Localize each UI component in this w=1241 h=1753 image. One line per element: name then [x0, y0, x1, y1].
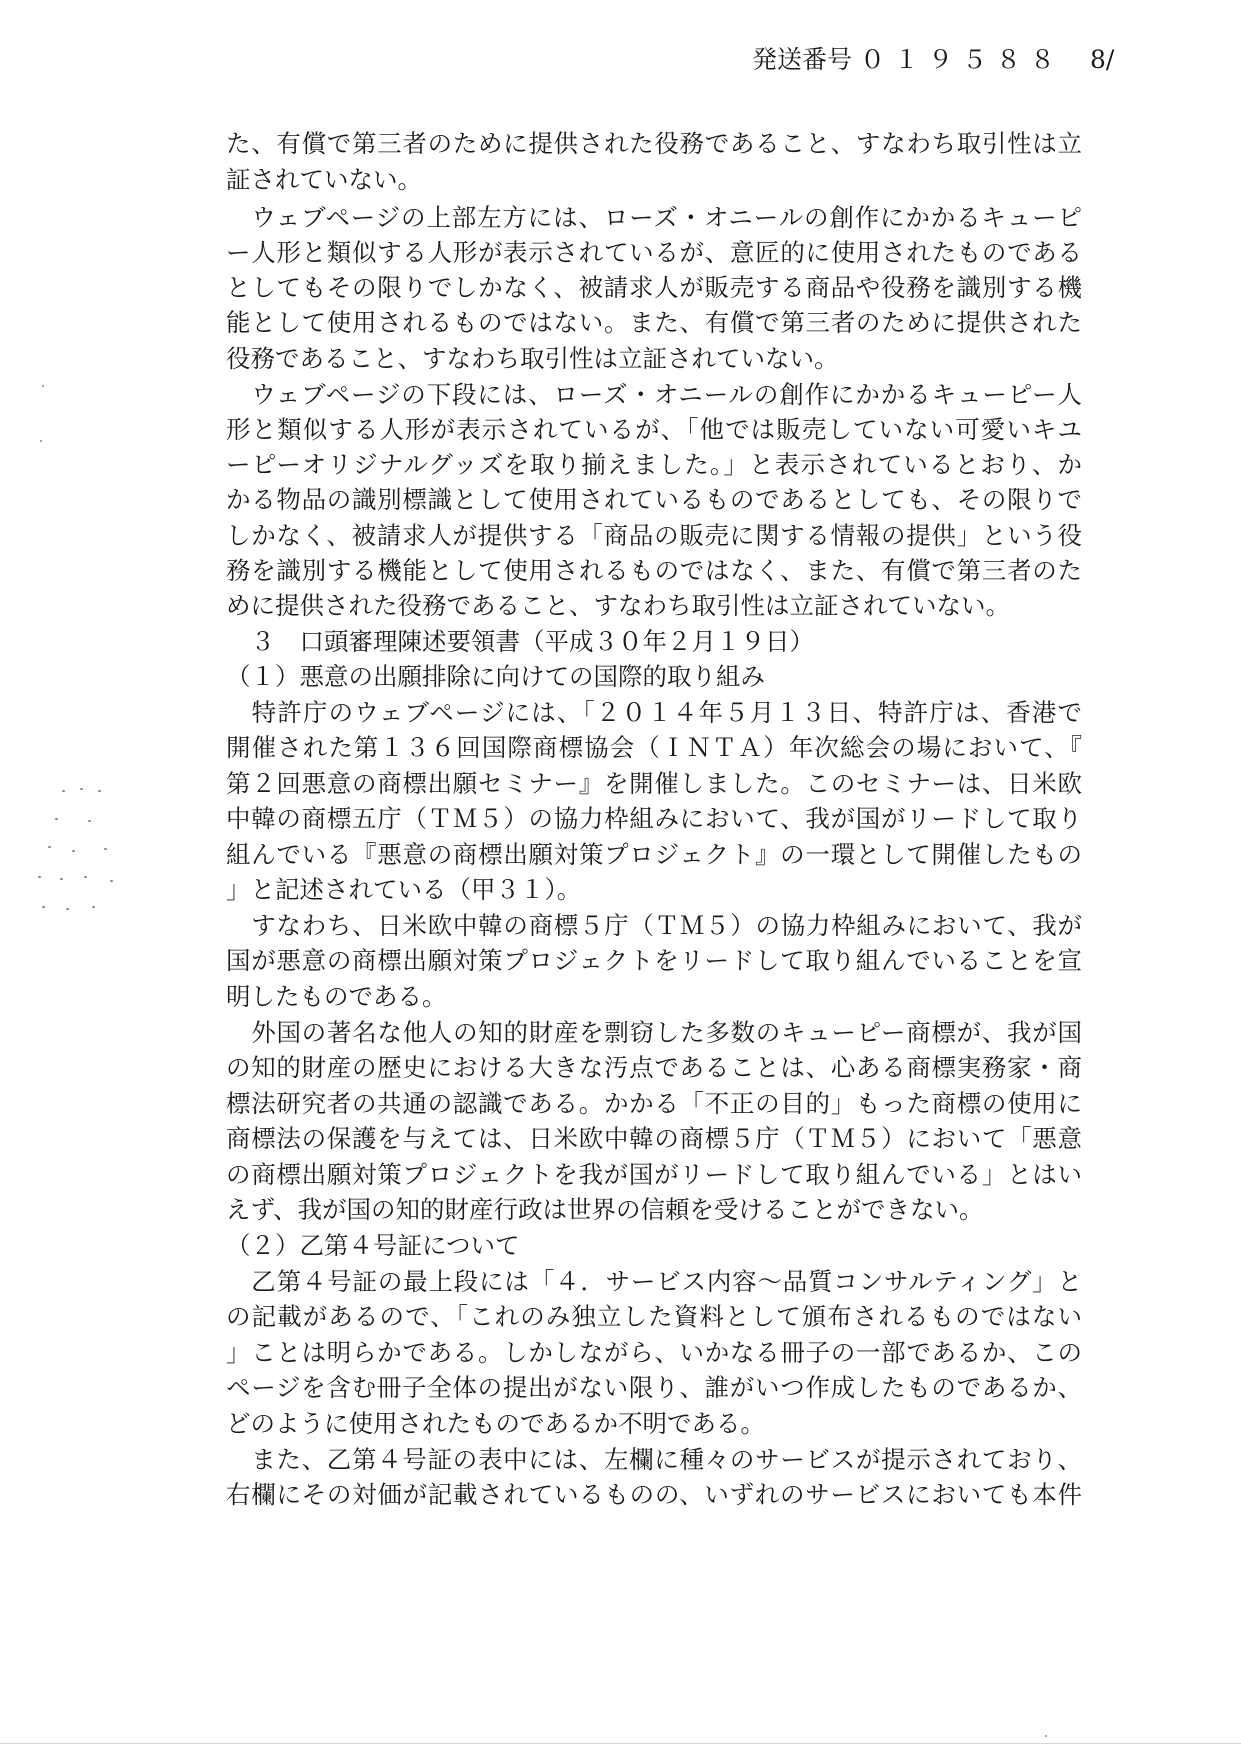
body-line: すなわち、日米欧中韓の商標５庁（ＴＭ５）の協力枠組みにおいて、我が [226, 911, 1082, 940]
scan-speck [60, 878, 63, 880]
body-line: 特許庁のウェブページには、「２０１４年５月１３日、特許庁は、香港で [226, 698, 1082, 727]
dispatch-number-label: 発送番号 [752, 45, 853, 74]
scan-speck [80, 788, 83, 790]
body-line: 明したものである。 [226, 982, 447, 1011]
body-line: 能として使用されるものではない。また、有償で第三者のために提供された [226, 308, 1082, 337]
body-line: 役務であること、すなわち取引性は立証されていない。 [226, 344, 839, 373]
body-line: 第２回悪意の商標出願セミナー』を開催しました。このセミナーは、日米欧 [226, 769, 1082, 798]
scan-speck [1045, 1735, 1047, 1737]
scan-speck [42, 385, 44, 387]
scan-speck [84, 876, 87, 878]
body-line: しかなく、被請求人が提供する「商品の販売に関する情報の提供」という役 [226, 521, 1082, 550]
scan-speck [72, 850, 75, 852]
body-line: どのように使用されたものであるか不明である。 [226, 1409, 765, 1438]
body-line: 商標法の保護を与えては、日米欧中韓の商標５庁（ＴＭ５）において「悪意 [226, 1124, 1082, 1153]
scan-speck [104, 848, 107, 850]
scan-speck [55, 818, 58, 820]
body-line: 標法研究者の共通の認識である。かかる「不正の目的」もった商標の使用に [226, 1089, 1082, 1118]
body-line: 証されていない。 [226, 165, 422, 194]
scan-speck [66, 908, 69, 910]
scan-speck [62, 790, 65, 792]
body-line: 務を識別する機能として使用されるものではなく、また、有償で第三者のた [226, 556, 1082, 585]
scan-speck [38, 876, 41, 878]
body-line: ウェブページの上部左方には、ローズ・オニールの創作にかかるキューピ [226, 203, 1082, 232]
scan-speck [42, 906, 45, 908]
body-line: 開催された第１３６回国際商標協会（ＩＮＴＡ）年次総会の場において、『 [226, 733, 1082, 762]
body-line: 組んでいる『悪意の商標出願対策プロジェクト』の一環として開催したもの [226, 840, 1082, 869]
body-line: 国が悪意の商標出願対策プロジェクトをリードして取り組んでいることを宣 [226, 946, 1082, 975]
section-heading: ３ 口頭審理陳述要領書（平成３０年２月１９日） [226, 627, 814, 656]
body-line: の記載があるので、「これのみ独立した資料として頒布されるものではない [226, 1302, 1082, 1331]
scan-speck [88, 820, 91, 822]
subsection-heading: （２）乙第４号証について [226, 1231, 520, 1260]
body-line: 中韓の商標五庁（ＴＭ５）の協力枠組みにおいて、我が国がリードして取り [226, 804, 1082, 833]
body-line: 」ことは明らかである。しかしながら、いかなる冊子の一部であるか、この [226, 1338, 1082, 1367]
page-number: 8/ [1090, 45, 1115, 74]
body-line: の知的財産の歴史における大きな汚点であることは、心ある商標実務家・商 [226, 1053, 1082, 1082]
body-line: めに提供された役務であること、すなわち取引性は立証されていない。 [226, 591, 1010, 620]
body-line: また、乙第４号証の表中には、左欄に種々のサービスが提示されており、 [226, 1445, 1082, 1474]
subsection-heading: （１）悪意の出願排除に向けての国際的取り組み [226, 662, 765, 691]
scan-speck [98, 790, 101, 792]
body-line: ーピーオリジナルグッズを取り揃えました。」と表示されているとおり、か [226, 450, 1082, 479]
body-line: 外国の著名な他人の知的財産を剽窃した多数のキューピー商標が、我が国 [226, 1018, 1082, 1047]
body-line: かる物品の識別標識として使用されているものであるとしても、その限りで [226, 485, 1082, 514]
body-line: た、有償で第三者のために提供された役務であること、すなわち取引性は立 [226, 129, 1082, 158]
scan-speck [40, 440, 42, 442]
body-line: ウェブページの下段には、ローズ・オニールの創作にかかるキューピー人 [226, 380, 1082, 409]
scan-speck [110, 880, 113, 882]
scan-speck [92, 906, 95, 908]
body-line: としてもその限りでしかなく、被請求人が販売する商品や役務を識別する機 [226, 273, 1082, 302]
body-line: 形と類似する人形が表示されているが、「他では販売していない可愛いキユ [226, 415, 1082, 444]
scan-bottom-edge [0, 1743, 1241, 1744]
scan-speck [48, 846, 51, 848]
body-line: 乙第４号証の最上段には「４．サービス内容～品質コンサルティング」と [226, 1267, 1082, 1296]
body-line: 」と記述されている（甲３１）。 [226, 875, 582, 904]
body-line: えず、我が国の知的財産行政は世界の信頼を受けることができない。 [226, 1195, 984, 1224]
body-line: ー人形と類似する人形が表示されているが、意匠的に使用されたものである [226, 238, 1082, 267]
dispatch-number: ０１９５８８ [860, 45, 1065, 74]
body-line: ページを含む冊子全体の提出がない限り、誰がいつ作成したものであるか、 [226, 1373, 1082, 1402]
body-line: 右欄にその対価が記載されているものの、いずれのサービスにおいても本件 [226, 1480, 1082, 1509]
body-line: の商標出願対策プロジェクトを我が国がリードして取り組んでいる」とはい [226, 1160, 1082, 1189]
